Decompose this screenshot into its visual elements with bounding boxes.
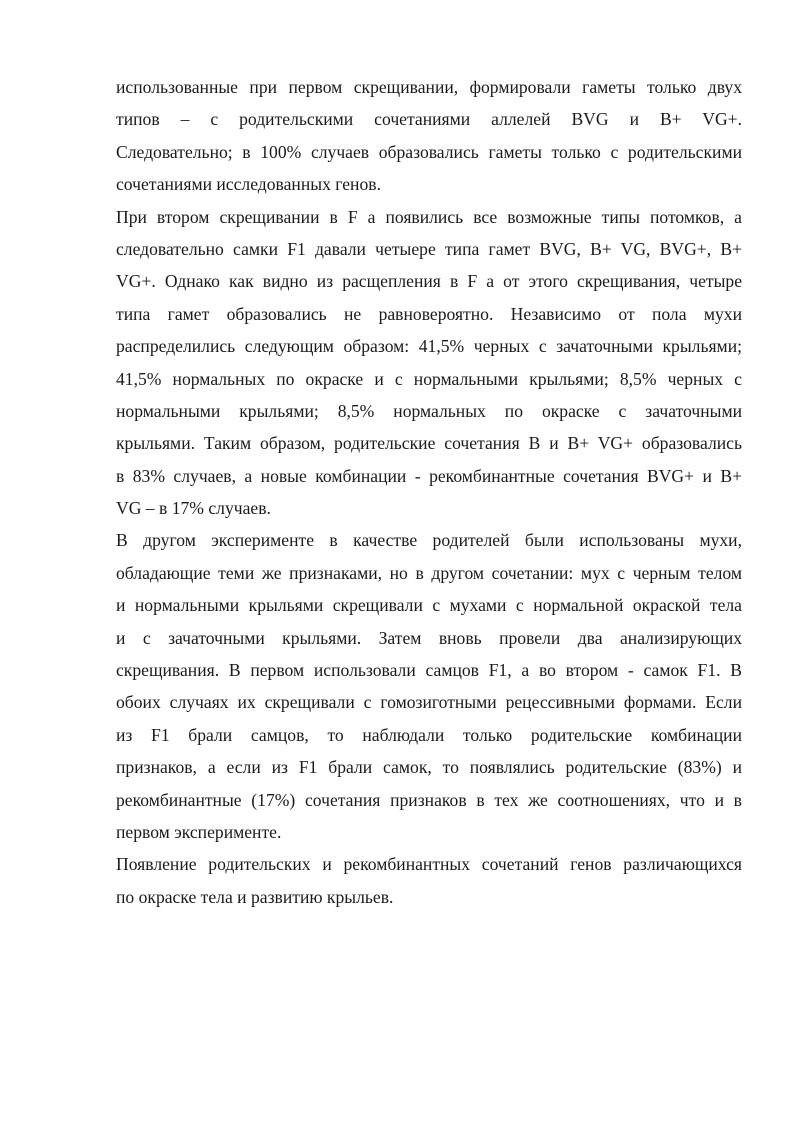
paragraph-line: скрещивания. В первом использовали самцов F1, а во втором - самок F1. В: [116, 660, 742, 681]
document-body: [116, 71, 742, 913]
paragraph-line: крыльями. Таким образом, родительские сочетания B и B+ VG+ образовались: [116, 433, 742, 454]
paragraph-1: [116, 71, 742, 201]
paragraph-line: В другом эксперименте в качестве родителей были использованы мухи,: [116, 530, 742, 551]
paragraph-line: первом эксперименте.: [116, 821, 282, 842]
paragraph-line: Появление родительских и рекомбинантных сочетаний генов различающихся: [116, 854, 742, 875]
paragraph-line: обоих случаях их скрещивали с гомозиготными рецессивными формами. Если: [116, 692, 742, 713]
paragraph-3: [116, 524, 742, 848]
paragraph-line: в 83% случаев, а новые комбинации - рекомбинантные сочетания BVG+ и B+: [116, 465, 742, 486]
paragraph-line: признаков, а если из F1 брали самок, то появлялись родительские (83%) и: [116, 757, 742, 778]
paragraph-line: нормальными крыльями; 8,5% нормальных по окраске с зачаточными: [116, 400, 742, 421]
paragraph-line: рекомбинантные (17%) сочетания признаков в тех же соотношениях, что и в: [116, 789, 742, 810]
paragraph-line: из F1 брали самцов, то наблюдали только родительские комбинации: [116, 724, 742, 745]
paragraph-line: сочетаниями исследованных генов.: [116, 174, 381, 195]
paragraph-line: 41,5% нормальных по окраске и с нормальными крыльями; 8,5% черных с: [116, 368, 742, 389]
paragraph-line: VG+. Однако как видно из расщепления в F а от этого скрещивания, четыре: [116, 271, 742, 292]
paragraph-2: [116, 201, 742, 525]
paragraph-line: типов – с родительскими сочетаниями аллелей BVG и B+ VG+.: [116, 109, 742, 130]
paragraph-4: [116, 848, 742, 913]
paragraph-line: и с зачаточными крыльями. Затем вновь провели два анализирующих: [116, 627, 742, 648]
paragraph-line: Следовательно; в 100% случаев образовались гаметы только с родительскими: [116, 141, 742, 162]
paragraph-line: следовательно самки F1 давали четыере типа гамет BVG, B+ VG, BVG+, B+: [116, 238, 742, 259]
paragraph-line: VG – в 17% случаев.: [116, 498, 271, 519]
paragraph-line: по окраске тела и развитию крыльев.: [116, 886, 394, 907]
paragraph-line: использованные при первом скрещивании, формировали гаметы только двух: [116, 77, 742, 97]
paragraph-line: При втором скрещивании в F а появились все возможные типы потомков, а: [116, 206, 742, 227]
paragraph-line: распределились следующим образом: 41,5% черных с зачаточными крыльями;: [116, 336, 742, 357]
paragraph-line: типа гамет образовались не равновероятно. Независимо от пола мухи: [116, 303, 742, 324]
paragraph-line: обладающие теми же признаками, но в другом сочетании: мух с черным телом: [116, 562, 742, 583]
paragraph-line: и нормальными крыльями скрещивали с мухами с нормальной окраской тела: [116, 595, 742, 616]
